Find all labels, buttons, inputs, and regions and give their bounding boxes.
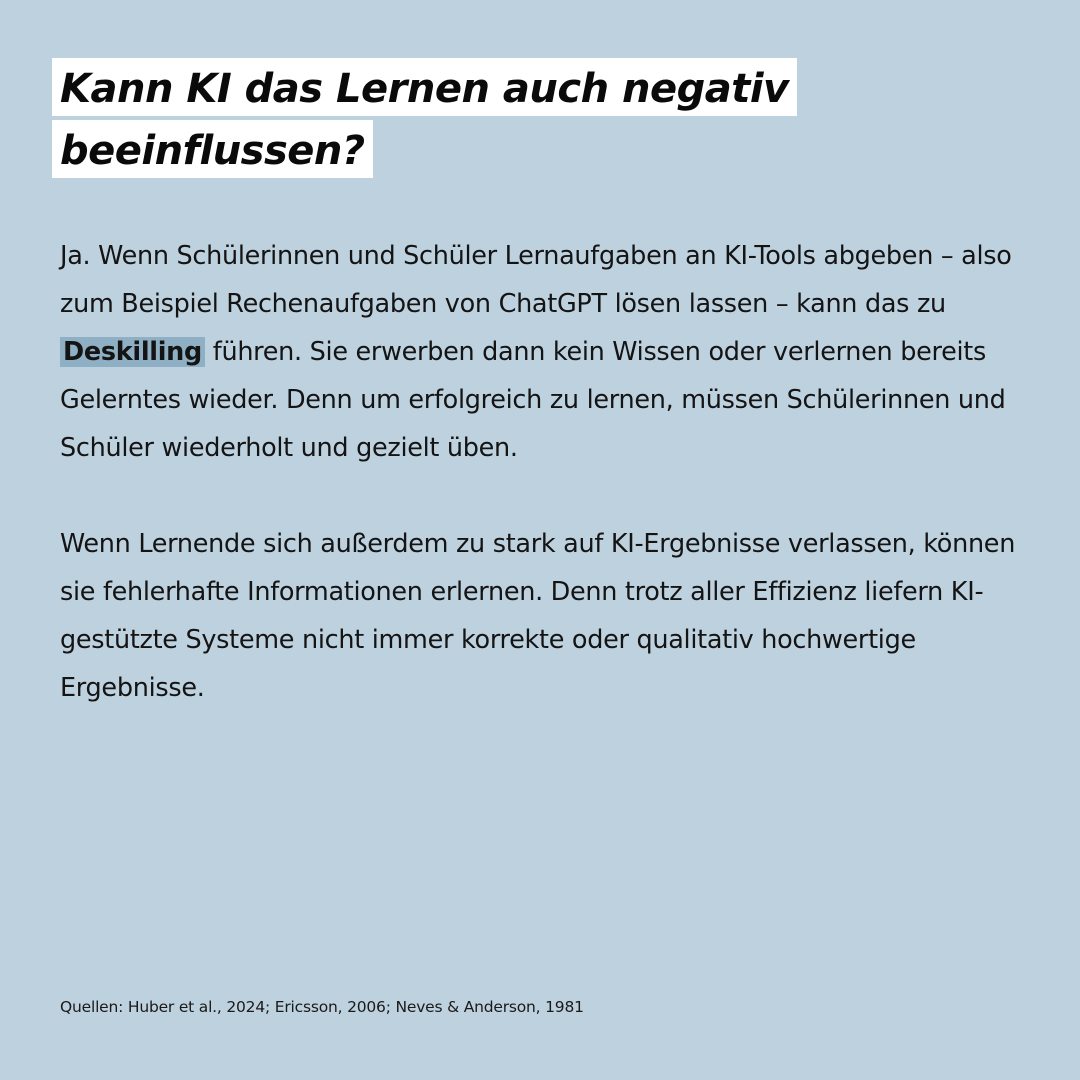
sources-footnote: Quellen: Huber et al., 2024; Ericsson, 2006; Neves & Anderson, 1981 xyxy=(60,998,584,1016)
title-line-1: Kann KI das Lernen auch negativ xyxy=(52,58,797,116)
paragraph-1-after: führen. Sie erwerben dann kein Wissen oder verlernen bereits Gelerntes wieder. Denn um erfolgreich zu lernen, müssen Schülerinnen und Schüler wiederholt und gezielt üben. xyxy=(60,337,1006,463)
paragraph-2: Wenn Lernende sich außerdem zu stark auf KI-Ergebnisse verlassen, können sie fehlerhafte Informationen erlernen. Denn trotz aller Effizienz liefern KI-gestützte Systeme nicht immer korrekte oder qualitativ hochwertige Ergebnisse. xyxy=(60,529,1016,703)
title-line-2: beeinflussen? xyxy=(52,120,373,178)
paragraph-1 xyxy=(60,232,1020,472)
deskilling-highlight: Deskilling xyxy=(60,337,205,367)
page-title xyxy=(52,58,789,182)
paragraph-1-before: Ja. Wenn Schülerinnen und Schüler Lernaufgaben an KI-Tools abgeben – also zum Beispiel Rechenaufgaben von ChatGPT lösen lassen – kann das zu xyxy=(60,241,1012,319)
body-text xyxy=(60,232,1020,760)
